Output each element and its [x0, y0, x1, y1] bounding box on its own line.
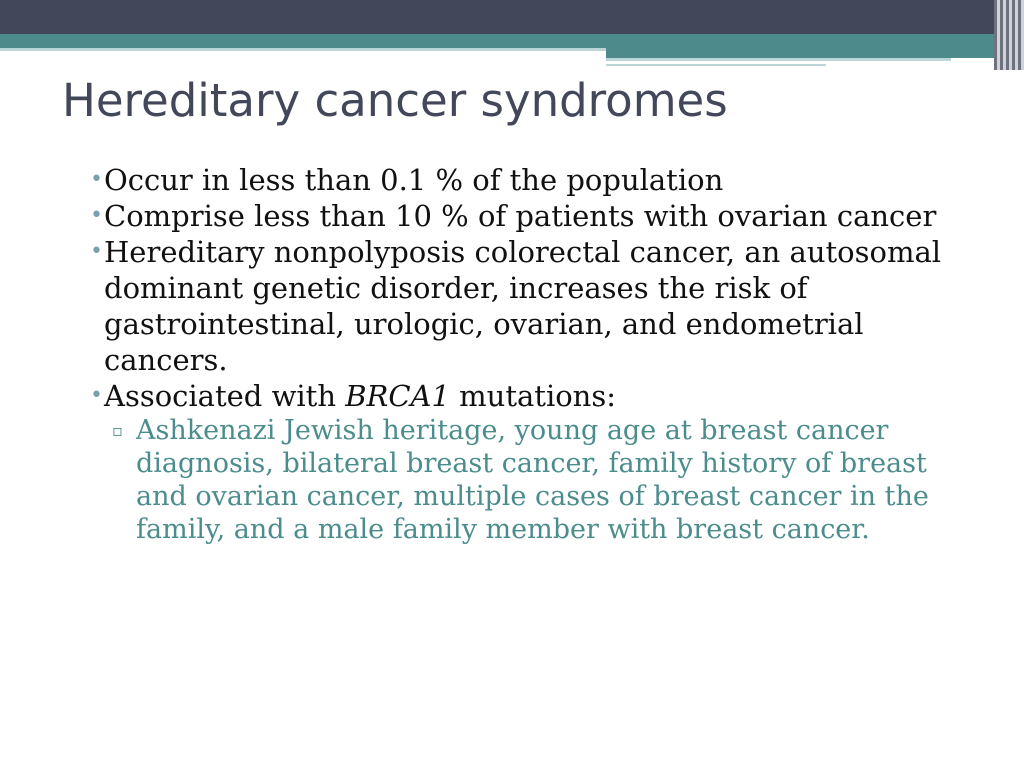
bullet-text: Occur in less than 0.1 % of the population: [104, 163, 724, 197]
bullet-item: [90, 234, 980, 378]
corner-stripes: [994, 0, 1024, 70]
sub-bullet-list: [104, 414, 980, 546]
accent-line: [0, 48, 610, 51]
bullet-text: Comprise less than 10 % of patients with ovarian cancer: [104, 199, 937, 233]
accent-tab: [606, 48, 1024, 58]
slide-content: [90, 162, 980, 546]
sub-bullet-text: Ashkenazi Jewish heritage, young age at breast cancer diagnosis, bilateral breast cancer, family history of breast and ovarian cancer, multiple cases of breast cancer in the family, and a male family member with breast cancer.: [136, 415, 929, 545]
bullet-text: Hereditary nonpolyposis colorectal cancer, an autosomal dominant genetic disorder, increases the risk of gastrointestinal, urologic, ovarian, and endometrial cancers.: [104, 235, 942, 377]
square-bullet-icon: ▫: [112, 421, 123, 440]
bullet-icon: •: [90, 383, 103, 408]
accent-line: [606, 64, 826, 66]
header-bar: [0, 0, 1024, 34]
bullet-icon: •: [90, 239, 103, 264]
accent-band: [0, 34, 1024, 48]
gene-name: BRCA1: [345, 379, 450, 413]
bullet-item: [90, 162, 980, 198]
bullet-icon: •: [90, 167, 103, 192]
bullet-text-suffix: mutations:: [449, 379, 617, 413]
bullet-icon: •: [90, 203, 103, 228]
bullet-item: [90, 378, 980, 546]
sub-bullet-item: [104, 414, 980, 546]
slide-title: Hereditary cancer syndromes: [62, 74, 728, 127]
accent-line: [606, 58, 951, 61]
bullet-text-prefix: Associated with: [104, 379, 346, 413]
bullet-item: [90, 198, 980, 234]
bullet-list: [90, 162, 980, 546]
